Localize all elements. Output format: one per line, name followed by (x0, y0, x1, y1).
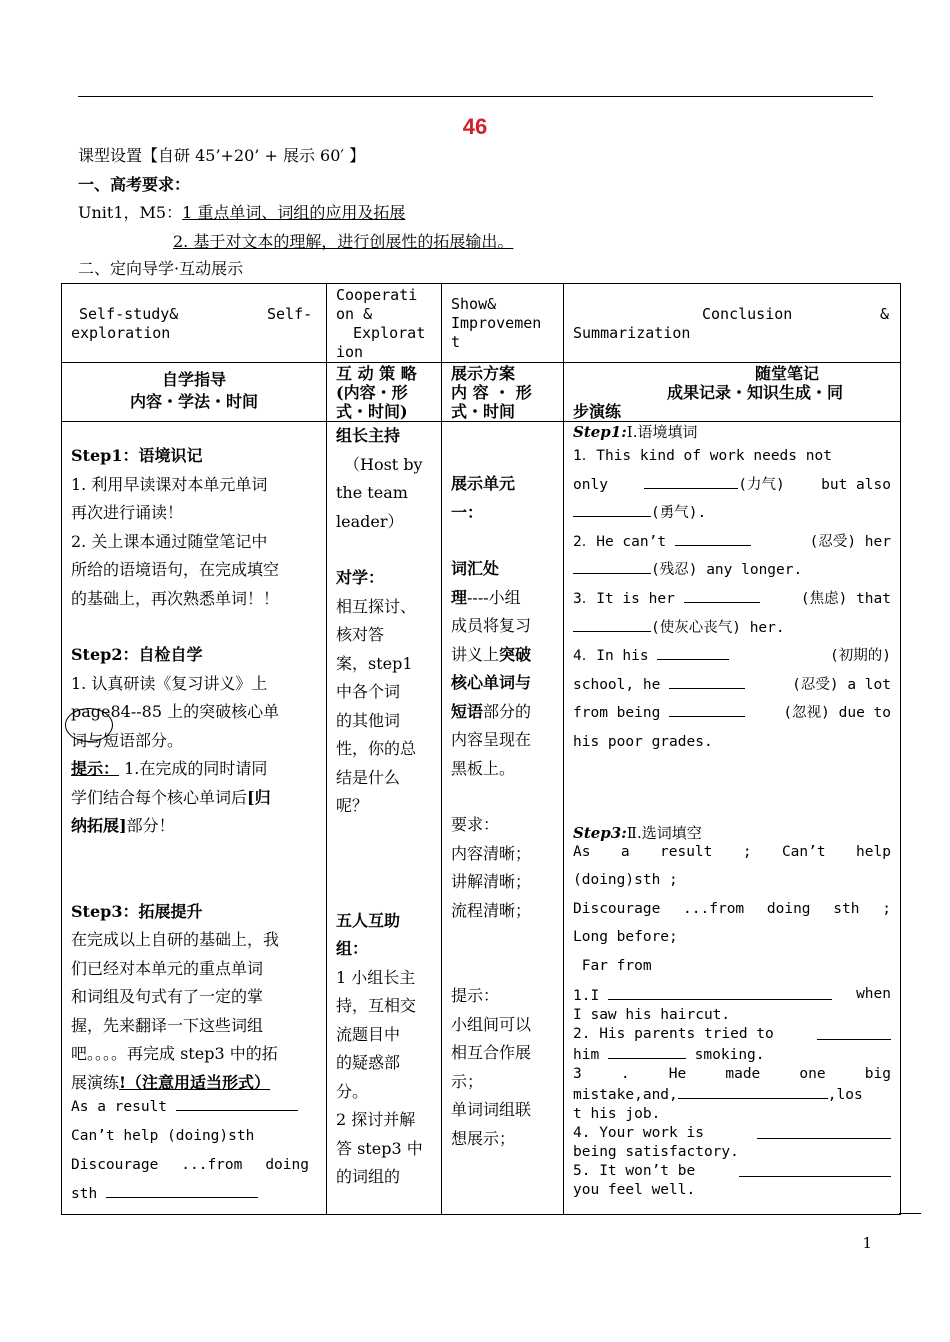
header-cn-col3-line3: 式・时间 (451, 402, 516, 421)
header-cn-col1-line2: 内容・学法・时间 (129, 392, 258, 411)
sentence-text: 3 (573, 1065, 582, 1082)
header-cn-col2-line1: 互 动 策 略 (336, 364, 417, 383)
col1-line: 1. 认真研读《复习讲义》上 (71, 673, 268, 693)
question-text: but also (821, 476, 891, 493)
col2-line-bold: 组： (336, 939, 369, 958)
col1-line: 吧。。。。再完成 step3 中的拓 (71, 1044, 278, 1063)
col3-line: 示； (451, 1071, 484, 1091)
word-option: Discourage (573, 900, 661, 917)
question-text: only (573, 476, 608, 493)
sentence-text: being satisfactory. (573, 1143, 739, 1160)
col1-line: 1.在完成的同时请同 (119, 759, 268, 778)
col3-line: 部分的 (483, 701, 532, 721)
header-cn-col3-line1: 展示方案 (451, 364, 516, 383)
header-col4-line1: Conclusion (702, 305, 793, 323)
col3-line: 讲解清晰； (451, 872, 532, 891)
col2-line: leader） (336, 511, 404, 531)
col3-line: 单词词组联 (451, 1100, 532, 1119)
col3-line: 相互合作展 (451, 1043, 532, 1062)
question-text: (忍受) her (809, 533, 891, 550)
expression-as-a-result: As a result (71, 1099, 168, 1115)
col3-line: 提示： (451, 986, 500, 1005)
col2-line: 流题目中 (336, 1024, 401, 1044)
col1-line-bold: [归 (247, 787, 271, 807)
header-cn-col4 (564, 363, 901, 422)
header-col4 (564, 284, 901, 363)
header-col2-line1: Cooperati (336, 286, 418, 304)
header-row-cn (62, 363, 901, 422)
col3-line: 黑板上。 (451, 758, 516, 778)
step3-section-title: Ⅱ.选词填空 (626, 823, 702, 842)
question-text: (残忍) any longer. (651, 562, 803, 579)
header-cn-col2-line2: (内容・形 (336, 383, 408, 402)
col3-line-bold: 一： (451, 502, 484, 522)
col2-line-bold: 组长主持 (336, 426, 401, 445)
col1-line: 2. 关上课本通过随堂笔记中 (71, 531, 268, 551)
word-option: result (660, 843, 713, 860)
question-line: his poor grades. (573, 733, 713, 750)
answer-blank (757, 1124, 891, 1139)
sentence-text: . (620, 1065, 630, 1082)
col1-line: 握，先来翻译一下这些词组 (71, 1015, 264, 1035)
col3-line-bold: 词汇处 (451, 559, 500, 578)
answer-blank (573, 502, 651, 517)
page-title: 46 (462, 114, 488, 139)
word-option: ; (882, 900, 891, 917)
word-option: Long before; (573, 929, 678, 946)
header-col2-line4: ion (336, 343, 364, 361)
question-text: (焦虑) that (800, 590, 891, 607)
sentence-text: you feel well. (573, 1181, 696, 1198)
header-col1-line2: Self- (267, 305, 313, 323)
col1-line-bold: 纳拓展] (71, 816, 127, 835)
word-option: sth (833, 900, 860, 917)
step1-label: Step1: (573, 423, 627, 441)
col3-line: 流程清晰； (451, 900, 532, 920)
col3-line-bold: 短语 (451, 701, 484, 721)
header-col2-line3: Explorat (353, 324, 426, 342)
header-cn-col4-line1: 随堂笔记 (755, 364, 820, 383)
expression-cant-help: Can’t help (doing)sth (71, 1128, 255, 1144)
col1-line: 学们结合每个核心单词后 (71, 787, 248, 807)
sentence-text: I saw his haircut. (573, 1006, 731, 1023)
col3-line: 小组间可以 (451, 1014, 532, 1034)
requirement-2: 2. 基于对文本的理解，进行创展性的拓展输出。 (173, 232, 514, 251)
col2-line: 分。 (336, 1081, 369, 1101)
page-number: 1 (862, 1234, 872, 1252)
section1-title: 一、高考要求： (78, 175, 191, 194)
col3-line: 要求： (451, 815, 500, 834)
word-option: (doing)sth ; (573, 872, 678, 889)
sentence-text: big (864, 1065, 891, 1082)
answer-blank (573, 559, 651, 574)
header-cn-col4-line2: 成果记录・知识生成・同 (667, 383, 844, 402)
expression-sth: sth (71, 1186, 98, 1202)
answer-blank (739, 1162, 891, 1177)
sentence-text: made (725, 1065, 761, 1082)
answer-blank (608, 1044, 686, 1059)
sentence-text: smoking. (694, 1046, 765, 1063)
col2-line: 的疑惑部 (336, 1053, 401, 1072)
header-cn-col1-line1: 自学指导 (161, 370, 226, 389)
body-col1 (62, 422, 327, 1215)
header-col2 (327, 284, 442, 363)
section2-title: 二、定向导学·互动展示 (78, 259, 244, 278)
word-option: help (856, 843, 891, 860)
expression-from: ...from (181, 1157, 243, 1173)
step3-label: Step3: (573, 823, 627, 842)
sentence-text: one (799, 1065, 826, 1082)
requirement-1-text: 1 重点单词、词组的应用及拓展 (182, 203, 406, 222)
col2-line: the team (336, 483, 408, 502)
header-col1 (62, 284, 327, 363)
col3-line: 讲义上 (451, 644, 500, 664)
word-option: ...from (683, 900, 745, 917)
question-line: 1．This kind of work needs not (573, 448, 832, 464)
col2-line: 答 step3 中 (336, 1138, 423, 1158)
header-col3-line3: t (451, 333, 461, 351)
col2-line: 的词组的 (336, 1167, 401, 1186)
expression-doing: doing (265, 1157, 309, 1173)
question-text: 3．It is her (573, 590, 675, 607)
answer-blank (678, 1084, 828, 1099)
col2-line: 相互探讨、 (336, 596, 417, 616)
col2-line: 1 小组长主 (336, 967, 416, 987)
col2-line: 案，step1 (336, 653, 413, 673)
header-col3-line1: Show& (451, 295, 497, 313)
col3-line: 想展示； (451, 1128, 516, 1148)
word-option: Can’t (781, 843, 826, 860)
col1-line: 1. 利用早读课对本单元单词 (71, 474, 268, 494)
col3-line-bold: 理 (451, 587, 468, 607)
col1-line: 的基础上，再次熟悉单词！！ (71, 588, 280, 608)
requirement-1-prefix: Unit1，M5： (78, 203, 183, 222)
tip-label: 提示： (71, 759, 120, 778)
table-edge-rule (899, 1213, 921, 1214)
header-rule (78, 96, 873, 97)
col1-line: 们已经对本单元的重点单词 (71, 958, 264, 978)
col1-line: 部分！ (126, 816, 175, 835)
sentence-text: 1.I (573, 987, 600, 1004)
header-col4-amp: & (880, 305, 890, 323)
answer-blank (644, 474, 738, 489)
body-col4 (564, 422, 901, 1215)
col2-line: 的其他词 (336, 710, 401, 730)
col1-line: 所给的语境语句，在完成填空 (71, 560, 280, 579)
header-col3-line2: Improvemen (451, 314, 542, 332)
header-cn-col3 (442, 363, 564, 422)
header-col3 (442, 284, 564, 363)
sentence-text: him (573, 1046, 600, 1063)
answer-blank (669, 702, 745, 717)
header-col1-line3: exploration (71, 324, 171, 342)
word-option: ; (742, 843, 752, 860)
sentence-text: He (668, 1065, 687, 1082)
col3-line: 内容呈现在 (451, 730, 532, 749)
question-text: (力气) (738, 476, 785, 493)
answer-blank (684, 588, 760, 603)
col3-line-bold: 核心单词与 (451, 673, 532, 692)
sentence-text: 2. His parents tried to (573, 1025, 774, 1042)
col2-line: （Host by (344, 454, 423, 474)
col1-line-bold: !（注意用适当形式） (119, 1072, 271, 1092)
header-cn-col1 (62, 363, 327, 422)
header-cn-col2 (327, 363, 442, 422)
question-text: 4．In his (573, 648, 649, 665)
header-col1-line1: Self-study& (79, 305, 179, 323)
col2-line: 呢？ (336, 796, 369, 815)
col1-line: 再次进行诵读！ (71, 503, 184, 522)
answer-blank (573, 617, 651, 632)
question-text: (忍受) a lot (792, 676, 891, 693)
question-text: (勇气). (651, 505, 707, 522)
col2-line-bold: 五人互助 (336, 910, 401, 930)
question-text: 2．He can’t (573, 533, 667, 550)
col2-line-bold: 对学： (336, 568, 385, 587)
question-text: from being (573, 705, 661, 722)
sentence-text: t his job. (573, 1105, 661, 1122)
col3-line: 内容清晰； (451, 843, 532, 863)
header-row-en (62, 284, 901, 363)
course-setting: 课型设置【自研 45’+20’ + 展示 60′ 】 (78, 146, 366, 165)
sentence-text: ,los (827, 1086, 863, 1103)
sentence-text: mistake,and, (573, 1086, 678, 1103)
col1-line: 词与短语部分。 (71, 730, 184, 750)
sentence-text: 4. Your work is (573, 1124, 704, 1141)
col1-line: 在完成以上自研的基础上，我 (71, 930, 280, 949)
requirement-1 (78, 202, 405, 224)
answer-blank (176, 1096, 298, 1111)
header-cn-col2-line3: 式・时间) (336, 402, 408, 421)
question-text: (忽视) due to (783, 705, 891, 722)
header-col2-line2: on & (336, 305, 373, 323)
word-option: As (573, 843, 591, 860)
col3-line: 成员将复习 (451, 616, 532, 635)
sentence-text: 5. It won’t be (573, 1162, 696, 1179)
answer-blank (657, 645, 729, 660)
header-col4-line2: Summarization (573, 324, 691, 342)
question-text: (初期的) (830, 648, 891, 665)
question-text: (使灰心丧气) her. (651, 619, 785, 636)
step1-section-title: Ⅰ.语境填词 (626, 423, 698, 441)
sentence-text: when (856, 985, 891, 1002)
col2-line: 性，你的总 (336, 739, 417, 758)
answer-blank (608, 985, 832, 1000)
question-text: school, he (573, 676, 661, 693)
col1-line: 展演练 (71, 1072, 120, 1092)
answer-blank (106, 1183, 258, 1198)
col3-line-bold: 展示单元 (451, 474, 516, 493)
word-option: Far from (573, 957, 652, 974)
header-cn-col4-line3: 步演练 (573, 402, 622, 421)
body-col2 (327, 422, 442, 1215)
col2-line: 中各个词 (336, 682, 401, 701)
answer-blank (669, 674, 745, 689)
hand-drawn-circle (65, 708, 113, 742)
answer-blank (817, 1025, 891, 1040)
col1-line: 和词组及句式有了一定的掌 (71, 987, 264, 1006)
guide-table (61, 283, 901, 1215)
word-option: doing (766, 900, 811, 917)
col2-line: 结是什么 (336, 767, 401, 787)
step3-title: Step3：拓展提升 (71, 901, 203, 921)
word-option: a (620, 843, 630, 860)
step2-title: Step2：自检自学 (71, 645, 203, 664)
col3-line-bold: 突破 (499, 644, 532, 664)
step1-title: Step1：语境识记 (71, 446, 203, 465)
col3-line: ----小组 (467, 587, 521, 607)
body-row (62, 422, 901, 1215)
body-col3 (442, 422, 564, 1215)
col1-line: page84--85 上的突破核心单 (71, 702, 280, 721)
answer-blank (675, 531, 751, 546)
col2-line: 持，互相交 (336, 996, 417, 1015)
expression-discourage: Discourage (71, 1157, 159, 1173)
col2-line: 2 探讨并解 (336, 1110, 416, 1129)
header-cn-col3-line2: 内 容 ・ 形 (451, 383, 532, 402)
col2-line: 核对答 (336, 625, 385, 644)
